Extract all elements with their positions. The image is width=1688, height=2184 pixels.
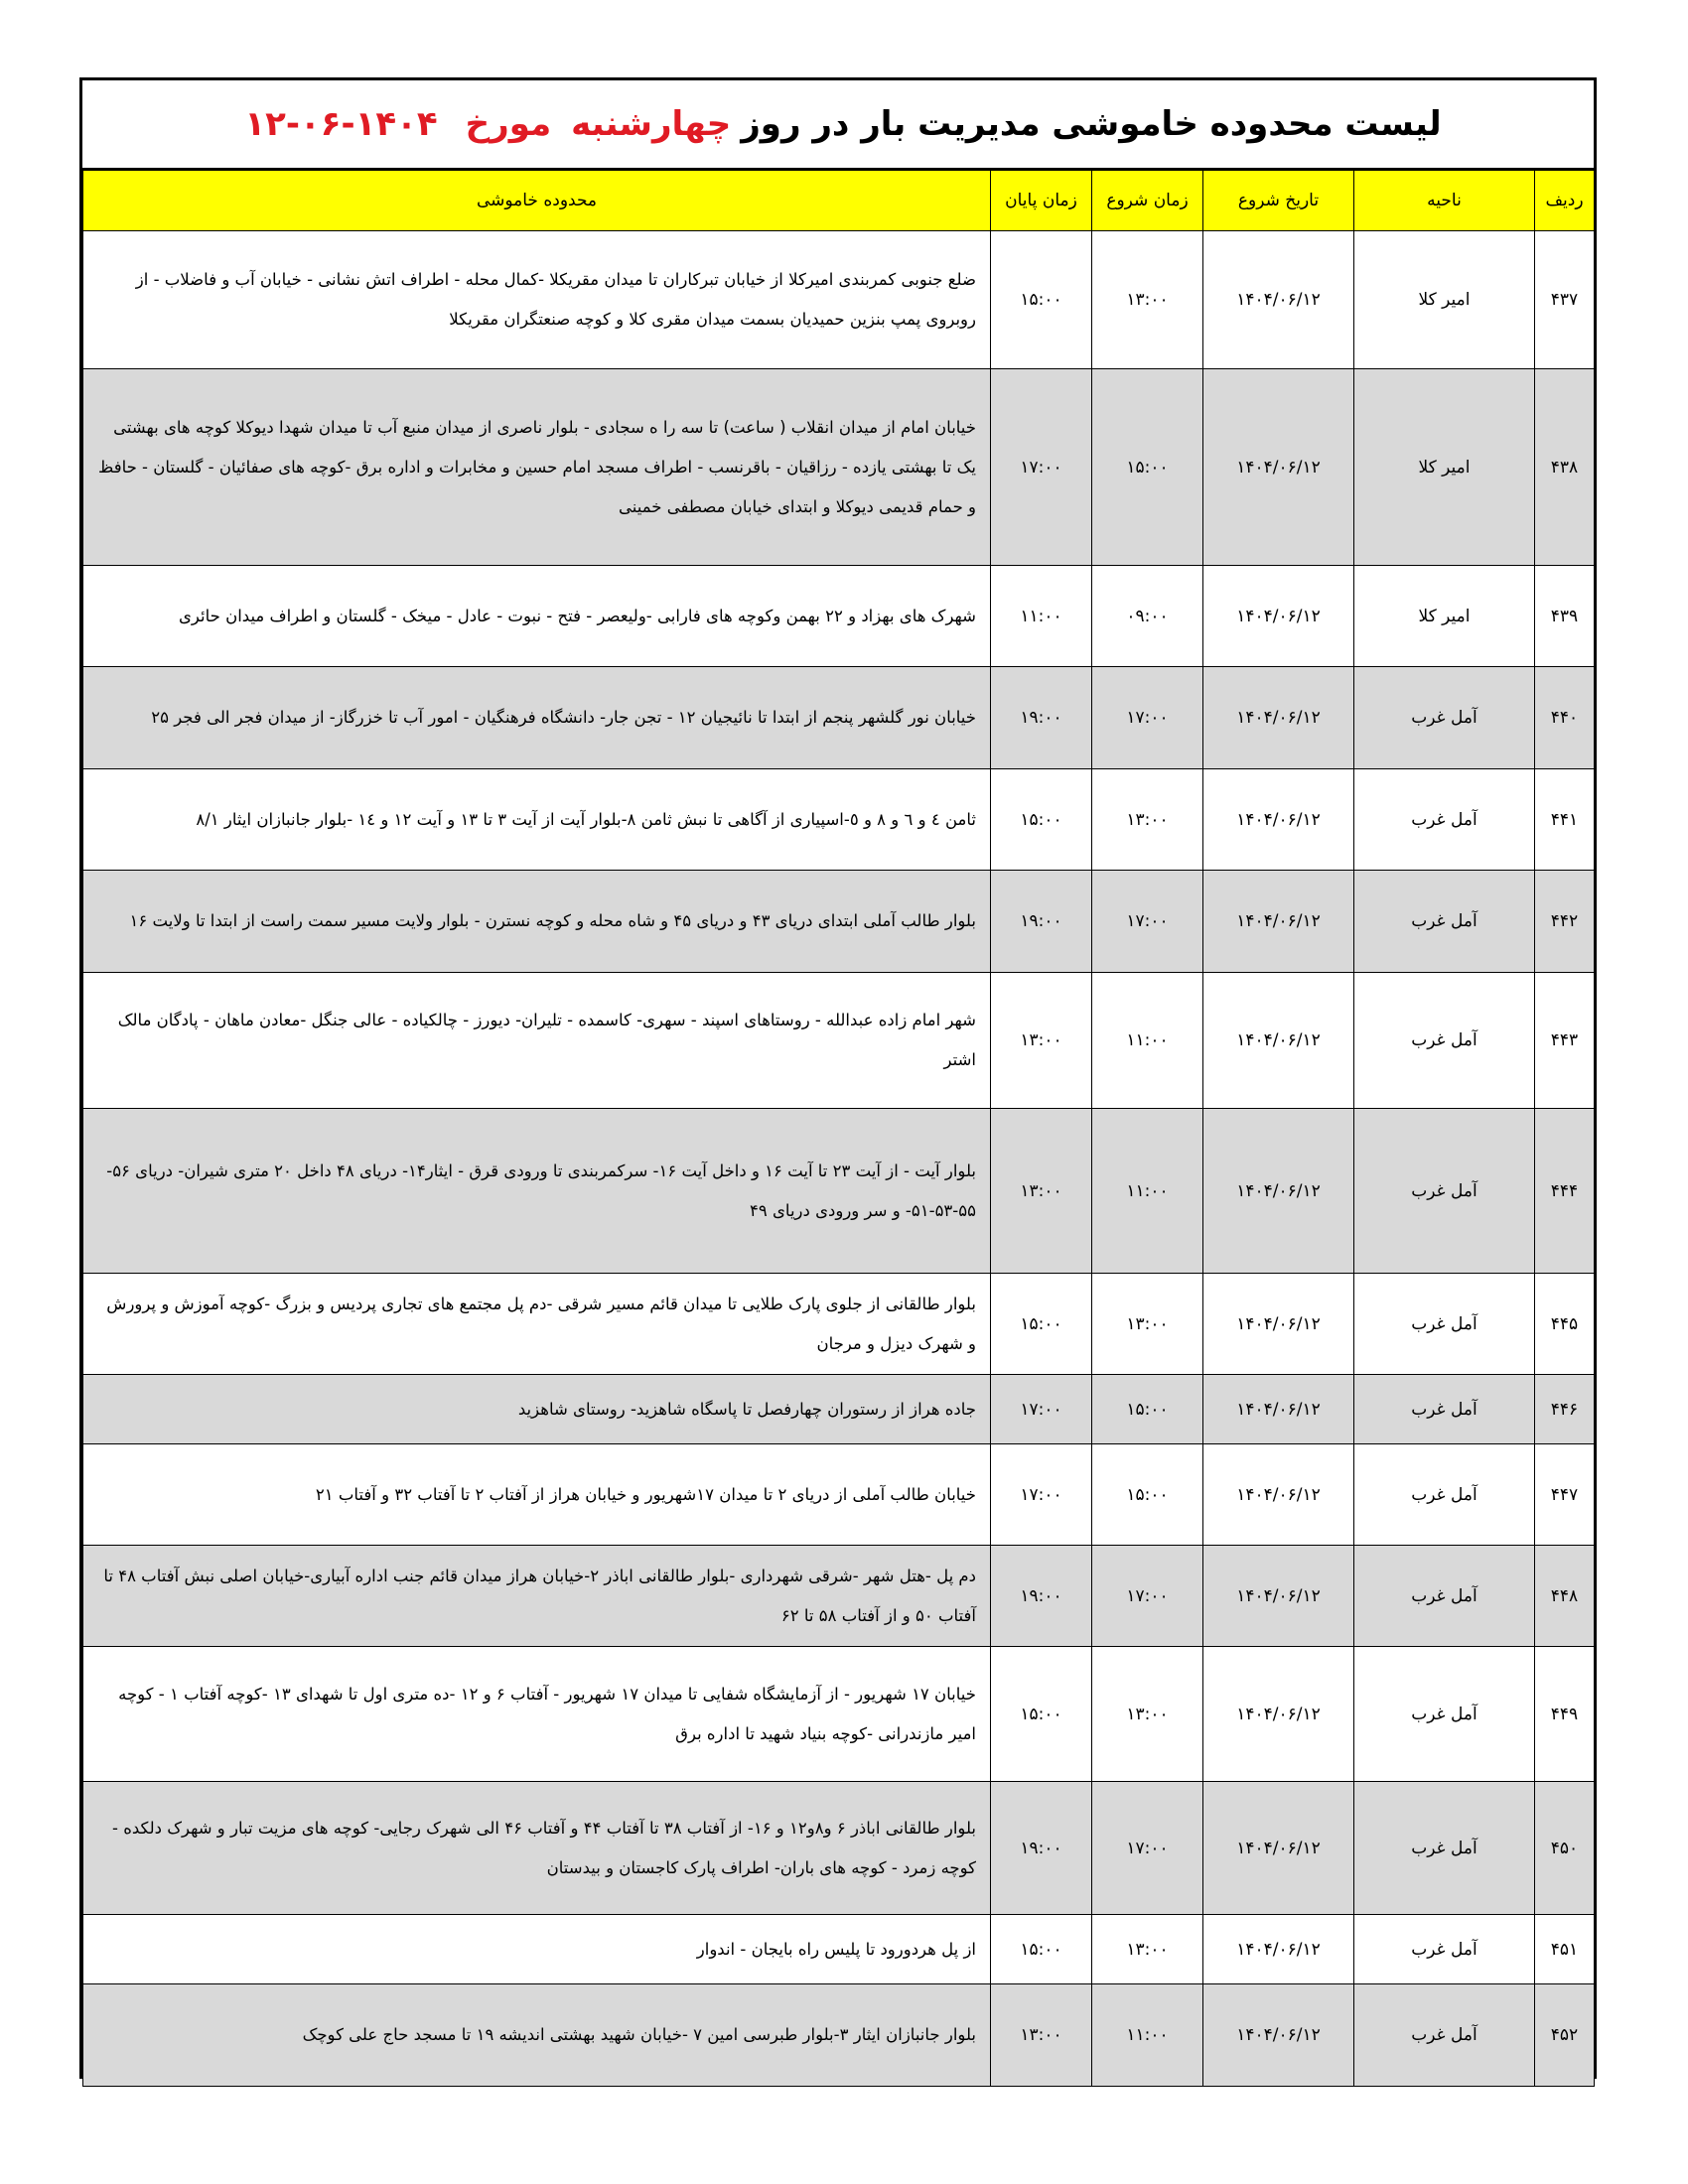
title-main: لیست محدوده خاموشی مدیریت بار در روز xyxy=(741,104,1442,144)
cell-end-time: ۱۳:۰۰ xyxy=(991,1984,1092,2087)
cell-end-time: ۱۹:۰۰ xyxy=(991,1546,1092,1647)
cell-district: آمل غرب xyxy=(1354,1984,1535,2087)
cell-district: آمل غرب xyxy=(1354,667,1535,769)
table-row xyxy=(83,871,1595,973)
header-area: محدوده خاموشی xyxy=(83,171,991,231)
cell-start-time: ۱۷:۰۰ xyxy=(1092,667,1203,769)
cell-start-date: ۱۴۰۴/۰۶/۱۲ xyxy=(1203,1109,1354,1274)
cell-end-time: ۱۳:۰۰ xyxy=(991,973,1092,1109)
cell-district: آمل غرب xyxy=(1354,769,1535,871)
table-row xyxy=(83,1647,1595,1782)
cell-end-time: ۱۹:۰۰ xyxy=(991,1782,1092,1915)
cell-end-time: ۱۹:۰۰ xyxy=(991,667,1092,769)
cell-row-number: ۴۴۰ xyxy=(1535,667,1595,769)
cell-start-date: ۱۴۰۴/۰۶/۱۲ xyxy=(1203,1647,1354,1782)
cell-start-time: ۱۱:۰۰ xyxy=(1092,1984,1203,2087)
cell-area: دم پل -هتل شهر -شرقی شهرداری -بلوار طالقانی اباذر ۲-خیابان هراز میدان قائم جنب اداره آبیاری-خیابان اصلی نبش آفتاب ۴۸ تا آفتاب ۵۰ و از آفتاب ۵۸ تا ۶۲ xyxy=(83,1546,991,1647)
cell-end-time: ۱۵:۰۰ xyxy=(991,769,1092,871)
cell-district: آمل غرب xyxy=(1354,973,1535,1109)
cell-area: بلوار طالقانی از جلوی پارک طلایی تا میدان قائم مسیر شرقی -دم پل مجتمع های تجاری پردیس و بزرگ -کوچه آموزش و پرورش و شهرک دیزل و مرجان xyxy=(83,1274,991,1375)
cell-district: آمل غرب xyxy=(1354,1782,1535,1915)
cell-start-time: ۱۱:۰۰ xyxy=(1092,1109,1203,1274)
cell-row-number: ۴۳۸ xyxy=(1535,369,1595,566)
header-start-date: تاریخ شروع xyxy=(1203,171,1354,231)
cell-start-date: ۱۴۰۴/۰۶/۱۲ xyxy=(1203,1546,1354,1647)
table-row xyxy=(83,667,1595,769)
cell-row-number: ۴۵۲ xyxy=(1535,1984,1595,2087)
cell-area: خیابان نور گلشهر پنجم از ابتدا تا نائیجیان ۱۲ - تجن جار- دانشگاه فرهنگیان - امور آب تا خزرگاز- از میدان فجر الی فجر ۲۵ xyxy=(83,667,991,769)
cell-district: آمل غرب xyxy=(1354,871,1535,973)
cell-district: آمل غرب xyxy=(1354,1647,1535,1782)
header-start-time: زمان شروع xyxy=(1092,171,1203,231)
cell-district: آمل غرب xyxy=(1354,1546,1535,1647)
table-row xyxy=(83,369,1595,566)
cell-row-number: ۴۴۷ xyxy=(1535,1444,1595,1546)
cell-area: جاده هراز از رستوران چهارفصل تا پاسگاه شاهزید- روستای شاهزید xyxy=(83,1375,991,1444)
table-row xyxy=(83,973,1595,1109)
cell-row-number: ۴۴۱ xyxy=(1535,769,1595,871)
cell-district: امیر کلا xyxy=(1354,566,1535,667)
document-title xyxy=(82,80,1594,170)
cell-district: امیر کلا xyxy=(1354,369,1535,566)
cell-end-time: ۱۵:۰۰ xyxy=(991,1915,1092,1984)
table-row xyxy=(83,1375,1595,1444)
table-row xyxy=(83,1274,1595,1375)
cell-end-time: ۱۳:۰۰ xyxy=(991,1109,1092,1274)
cell-start-time: ۱۳:۰۰ xyxy=(1092,769,1203,871)
cell-area: بلوار جانبازان ایثار ۳-بلوار طبرسی امین ۷ -خیابان شهید بهشتی اندیشه ۱۹ تا مسجد حاج علی کوچک xyxy=(83,1984,991,2087)
cell-start-time: ۱۱:۰۰ xyxy=(1092,973,1203,1109)
cell-start-time: ۱۷:۰۰ xyxy=(1092,1546,1203,1647)
cell-row-number: ۴۴۶ xyxy=(1535,1375,1595,1444)
table-row xyxy=(83,1915,1595,1984)
cell-start-time: ۱۳:۰۰ xyxy=(1092,231,1203,369)
cell-start-time: ۱۳:۰۰ xyxy=(1092,1915,1203,1984)
cell-area: خیابان طالب آملی از دریای ۲ تا میدان ۱۷شهریور و خیابان هراز از آفتاب ۲ تا آفتاب ۳۲ و آفتاب ۲۱ xyxy=(83,1444,991,1546)
cell-end-time: ۱۵:۰۰ xyxy=(991,1274,1092,1375)
cell-start-time: ۱۵:۰۰ xyxy=(1092,1375,1203,1444)
outage-table xyxy=(82,170,1595,2087)
cell-start-date: ۱۴۰۴/۰۶/۱۲ xyxy=(1203,667,1354,769)
cell-district: امیر کلا xyxy=(1354,231,1535,369)
cell-district: آمل غرب xyxy=(1354,1375,1535,1444)
cell-start-date: ۱۴۰۴/۰۶/۱۲ xyxy=(1203,1444,1354,1546)
cell-district: آمل غرب xyxy=(1354,1444,1535,1546)
cell-area: خیابان امام از میدان انقلاب ( ساعت) تا سه را ه سجادی - بلوار ناصری از میدان منبع آب تا میدان شهدا دیوکلا کوچه های بهشتی یک تا بهشتی یازده - رزاقیان - باقرنسب - اطراف مسجد امام حسین و مخابرات و اداره برق -کوچه های صفائیان - گلستان - حافظ و حمام قدیمی دیوکلا و ابتدای خیابان مصطفی خمینی xyxy=(83,369,991,566)
header-district: ناحیه xyxy=(1354,171,1535,231)
header-end-time: زمان پایان xyxy=(991,171,1092,231)
cell-start-date: ۱۴۰۴/۰۶/۱۲ xyxy=(1203,1984,1354,2087)
table-row xyxy=(83,566,1595,667)
cell-area: شهرک های بهزاد و ۲۲ بهمن وکوچه های فارابی -ولیعصر - فتح - نبوت - عادل - میخک - گلستان و اطراف میدان حائری xyxy=(83,566,991,667)
cell-end-time: ۱۱:۰۰ xyxy=(991,566,1092,667)
cell-start-date: ۱۴۰۴/۰۶/۱۲ xyxy=(1203,369,1354,566)
title-date-label: مورخ xyxy=(465,104,552,144)
cell-start-time: ۱۵:۰۰ xyxy=(1092,1444,1203,1546)
cell-area: ضلع جنوبی کمربندی امیرکلا از خیابان تبرکاران تا میدان مقریکلا -کمال محله - اطراف اتش نشانی - خیابان آب و فاضلاب - از روبروی پمپ بنزین حمیدیان بسمت میدان مقری کلا و کوچه صنعتگران مقریکلا xyxy=(83,231,991,369)
cell-district: آمل غرب xyxy=(1354,1915,1535,1984)
cell-start-date: ۱۴۰۴/۰۶/۱۲ xyxy=(1203,871,1354,973)
cell-start-date: ۱۴۰۴/۰۶/۱۲ xyxy=(1203,1375,1354,1444)
cell-row-number: ۴۳۷ xyxy=(1535,231,1595,369)
cell-start-time: ۱۷:۰۰ xyxy=(1092,1782,1203,1915)
header-row-number: ردیف xyxy=(1535,171,1595,231)
cell-area: خیابان ۱۷ شهریور - از آزمایشگاه شفایی تا میدان ۱۷ شهریور - آفتاب ۶ و ۱۲ -ده متری اول تا شهدای ۱۳ -کوچه آفتاب ۱ - کوچه امیر مازندرانی -کوچه بنیاد شهید تا اداره برق xyxy=(83,1647,991,1782)
cell-area: از پل هردورود تا پلیس راه بایجان - اندوار xyxy=(83,1915,991,1984)
cell-start-time: ۱۳:۰۰ xyxy=(1092,1647,1203,1782)
table-row xyxy=(83,1546,1595,1647)
title-date: ۱۲-۰۶-۱۴۰۴ xyxy=(244,104,438,144)
table-row xyxy=(83,231,1595,369)
cell-end-time: ۱۷:۰۰ xyxy=(991,1444,1092,1546)
cell-area: ثامن ٤ و ٦ و ٨ و ٥-اسپیاری از آگاهی تا نبش ثامن ٨-بلوار آیت از آیت ٣ تا ١٣ و آیت ١٢ و ١٤ -بلوار جانبازان ایثار ٨/١ xyxy=(83,769,991,871)
cell-row-number: ۴۴۹ xyxy=(1535,1647,1595,1782)
cell-start-time: ۰۹:۰۰ xyxy=(1092,566,1203,667)
cell-row-number: ۴۴۴ xyxy=(1535,1109,1595,1274)
cell-start-time: ۱۵:۰۰ xyxy=(1092,369,1203,566)
cell-area: بلوار طالقانی اباذر ۶ و۸و۱۲ و ۱۶- از آفتاب ۳۸ تا آفتاب ۴۴ و آفتاب ۴۶ الی شهرک رجایی- کوچه های مزیت تبار و شهرک دلکده - کوچه زمرد - کوچه های باران- اطراف پارک کاجستان و بیدستان xyxy=(83,1782,991,1915)
cell-row-number: ۴۴۸ xyxy=(1535,1546,1595,1647)
cell-area: شهر امام زاده عبدالله - روستاهای اسپند - سهری- کاسمده - تلیران- دیورز - چالکیاده - عالی جنگل -معادن ماهان - پادگان مالک اشتر xyxy=(83,973,991,1109)
cell-end-time: ۱۷:۰۰ xyxy=(991,369,1092,566)
cell-row-number: ۴۳۹ xyxy=(1535,566,1595,667)
title-day: چهارشنبه xyxy=(571,104,732,144)
cell-area: بلوار آیت - از آیت ۲۳ تا آیت ۱۶ و داخل آیت ۱۶- سرکمربندی تا ورودی قرق - ایثار۱۴- دریای ۴۸ داخل ۲۰ متری شیران- دریای ۵۶- ۵۵-۵۳-۵۱- و سر ورودی دریای ۴۹ xyxy=(83,1109,991,1274)
document-sheet xyxy=(79,77,1597,2079)
table-header-row xyxy=(83,171,1595,231)
cell-start-time: ۱۳:۰۰ xyxy=(1092,1274,1203,1375)
cell-row-number: ۴۴۲ xyxy=(1535,871,1595,973)
cell-district: آمل غرب xyxy=(1354,1274,1535,1375)
cell-row-number: ۴۴۵ xyxy=(1535,1274,1595,1375)
cell-start-date: ۱۴۰۴/۰۶/۱۲ xyxy=(1203,1782,1354,1915)
cell-start-date: ۱۴۰۴/۰۶/۱۲ xyxy=(1203,1915,1354,1984)
table-row xyxy=(83,1984,1595,2087)
cell-start-time: ۱۷:۰۰ xyxy=(1092,871,1203,973)
cell-start-date: ۱۴۰۴/۰۶/۱۲ xyxy=(1203,566,1354,667)
table-row xyxy=(83,1782,1595,1915)
cell-district: آمل غرب xyxy=(1354,1109,1535,1274)
table-row xyxy=(83,769,1595,871)
cell-start-date: ۱۴۰۴/۰۶/۱۲ xyxy=(1203,231,1354,369)
cell-end-time: ۱۵:۰۰ xyxy=(991,1647,1092,1782)
cell-row-number: ۴۵۱ xyxy=(1535,1915,1595,1984)
cell-end-time: ۱۹:۰۰ xyxy=(991,871,1092,973)
cell-row-number: ۴۵۰ xyxy=(1535,1782,1595,1915)
cell-start-date: ۱۴۰۴/۰۶/۱۲ xyxy=(1203,769,1354,871)
table-row xyxy=(83,1444,1595,1546)
cell-start-date: ۱۴۰۴/۰۶/۱۲ xyxy=(1203,1274,1354,1375)
cell-row-number: ۴۴۳ xyxy=(1535,973,1595,1109)
cell-end-time: ۱۵:۰۰ xyxy=(991,231,1092,369)
cell-end-time: ۱۷:۰۰ xyxy=(991,1375,1092,1444)
cell-area: بلوار طالب آملی ابتدای دریای ۴۳ و دریای ۴۵ و شاه محله و کوچه نسترن - بلوار ولایت مسیر سمت راست از ابتدا تا ولایت ۱۶ xyxy=(83,871,991,973)
table-row xyxy=(83,1109,1595,1274)
cell-start-date: ۱۴۰۴/۰۶/۱۲ xyxy=(1203,973,1354,1109)
